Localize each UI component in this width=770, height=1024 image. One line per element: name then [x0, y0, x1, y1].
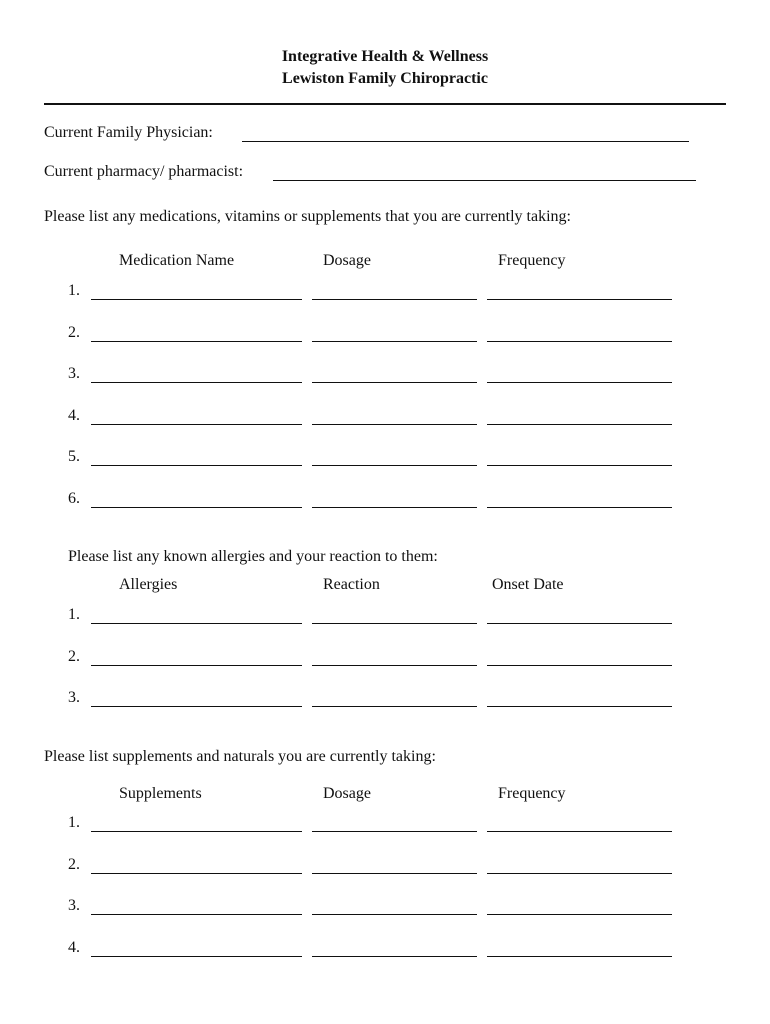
supplements-col1-field[interactable] [91, 873, 302, 874]
row-number: 6. [68, 489, 80, 507]
supplements-col-dosage: Dosage [323, 785, 371, 802]
header-divider [44, 103, 726, 105]
medications-col1-field[interactable] [91, 424, 302, 425]
supplements-col2-field[interactable] [312, 914, 477, 915]
medications-col1-field[interactable] [91, 507, 302, 508]
medications-col-name: Medication Name [119, 252, 235, 269]
medications-col1-field[interactable] [91, 465, 302, 466]
pharmacy-field[interactable] [273, 180, 696, 181]
medications-col1-field[interactable] [91, 382, 302, 383]
medications-col2-field[interactable] [312, 507, 477, 508]
pharmacy-label: Current pharmacy/ pharmacist: [44, 163, 244, 180]
medications-col3-field[interactable] [487, 424, 672, 425]
allergies-col1-field[interactable] [91, 665, 302, 666]
supplements-col1-field[interactable] [91, 914, 302, 915]
form-title-line1: Integrative Health & Wellness [281, 48, 489, 65]
allergies-col3-field[interactable] [487, 706, 672, 707]
row-number: 3. [68, 365, 80, 382]
supplements-col-frequency: Frequency [498, 785, 566, 802]
medications-col1-field[interactable] [91, 299, 302, 300]
row-number: 2. [68, 647, 80, 665]
allergies-col2-field[interactable] [312, 706, 477, 707]
row-number: 2. [68, 855, 80, 873]
medications-col2-field[interactable] [312, 299, 477, 300]
allergies-col-reaction: Reaction [323, 576, 380, 593]
medications-col2-field[interactable] [312, 424, 477, 425]
form-title-line2: Lewiston Family Chiropractic [282, 70, 488, 87]
medications-col2-field[interactable] [312, 341, 477, 342]
physician-label: Current Family Physician: [44, 124, 213, 141]
medications-prompt: Please list any medications, vitamins or supplements that you are currently taking: [44, 208, 571, 225]
row-number: 4. [68, 406, 80, 424]
supplements-col2-field[interactable] [312, 831, 477, 832]
allergies-col2-field[interactable] [312, 665, 477, 666]
row-number: 3. [68, 689, 80, 706]
medications-col3-field[interactable] [487, 341, 672, 342]
supplements-col2-field[interactable] [312, 956, 477, 957]
supplements-col3-field[interactable] [487, 873, 672, 874]
row-number: 1. [68, 282, 80, 299]
supplements-prompt: Please list supplements and naturals you are currently taking: [44, 748, 436, 765]
allergies-col1-field[interactable] [91, 706, 302, 707]
row-number: 4. [68, 938, 80, 956]
allergies-col-allergies: Allergies [119, 576, 178, 593]
row-number: 1. [68, 606, 80, 623]
supplements-col1-field[interactable] [91, 956, 302, 957]
physician-field[interactable] [242, 141, 689, 142]
medications-col3-field[interactable] [487, 465, 672, 466]
medications-col2-field[interactable] [312, 465, 477, 466]
supplements-col2-field[interactable] [312, 873, 477, 874]
medications-col-dosage: Dosage [323, 252, 371, 269]
supplements-col3-field[interactable] [487, 831, 672, 832]
row-number: 2. [68, 323, 80, 341]
supplements-col-name: Supplements [119, 785, 202, 802]
allergies-col3-field[interactable] [487, 665, 672, 666]
medications-col-frequency: Frequency [498, 252, 566, 269]
row-number: 3. [68, 897, 80, 914]
medications-col3-field[interactable] [487, 507, 672, 508]
allergies-col3-field[interactable] [487, 623, 672, 624]
allergies-prompt: Please list any known allergies and your reaction to them: [68, 548, 438, 565]
medications-col3-field[interactable] [487, 299, 672, 300]
supplements-col1-field[interactable] [91, 831, 302, 832]
allergies-col1-field[interactable] [91, 623, 302, 624]
medications-col3-field[interactable] [487, 382, 672, 383]
row-number: 5. [68, 448, 80, 465]
row-number: 1. [68, 814, 80, 831]
allergies-col-onset: Onset Date [492, 576, 564, 593]
supplements-col3-field[interactable] [487, 956, 672, 957]
supplements-col3-field[interactable] [487, 914, 672, 915]
medications-col1-field[interactable] [91, 341, 302, 342]
medications-col2-field[interactable] [312, 382, 477, 383]
allergies-col2-field[interactable] [312, 623, 477, 624]
